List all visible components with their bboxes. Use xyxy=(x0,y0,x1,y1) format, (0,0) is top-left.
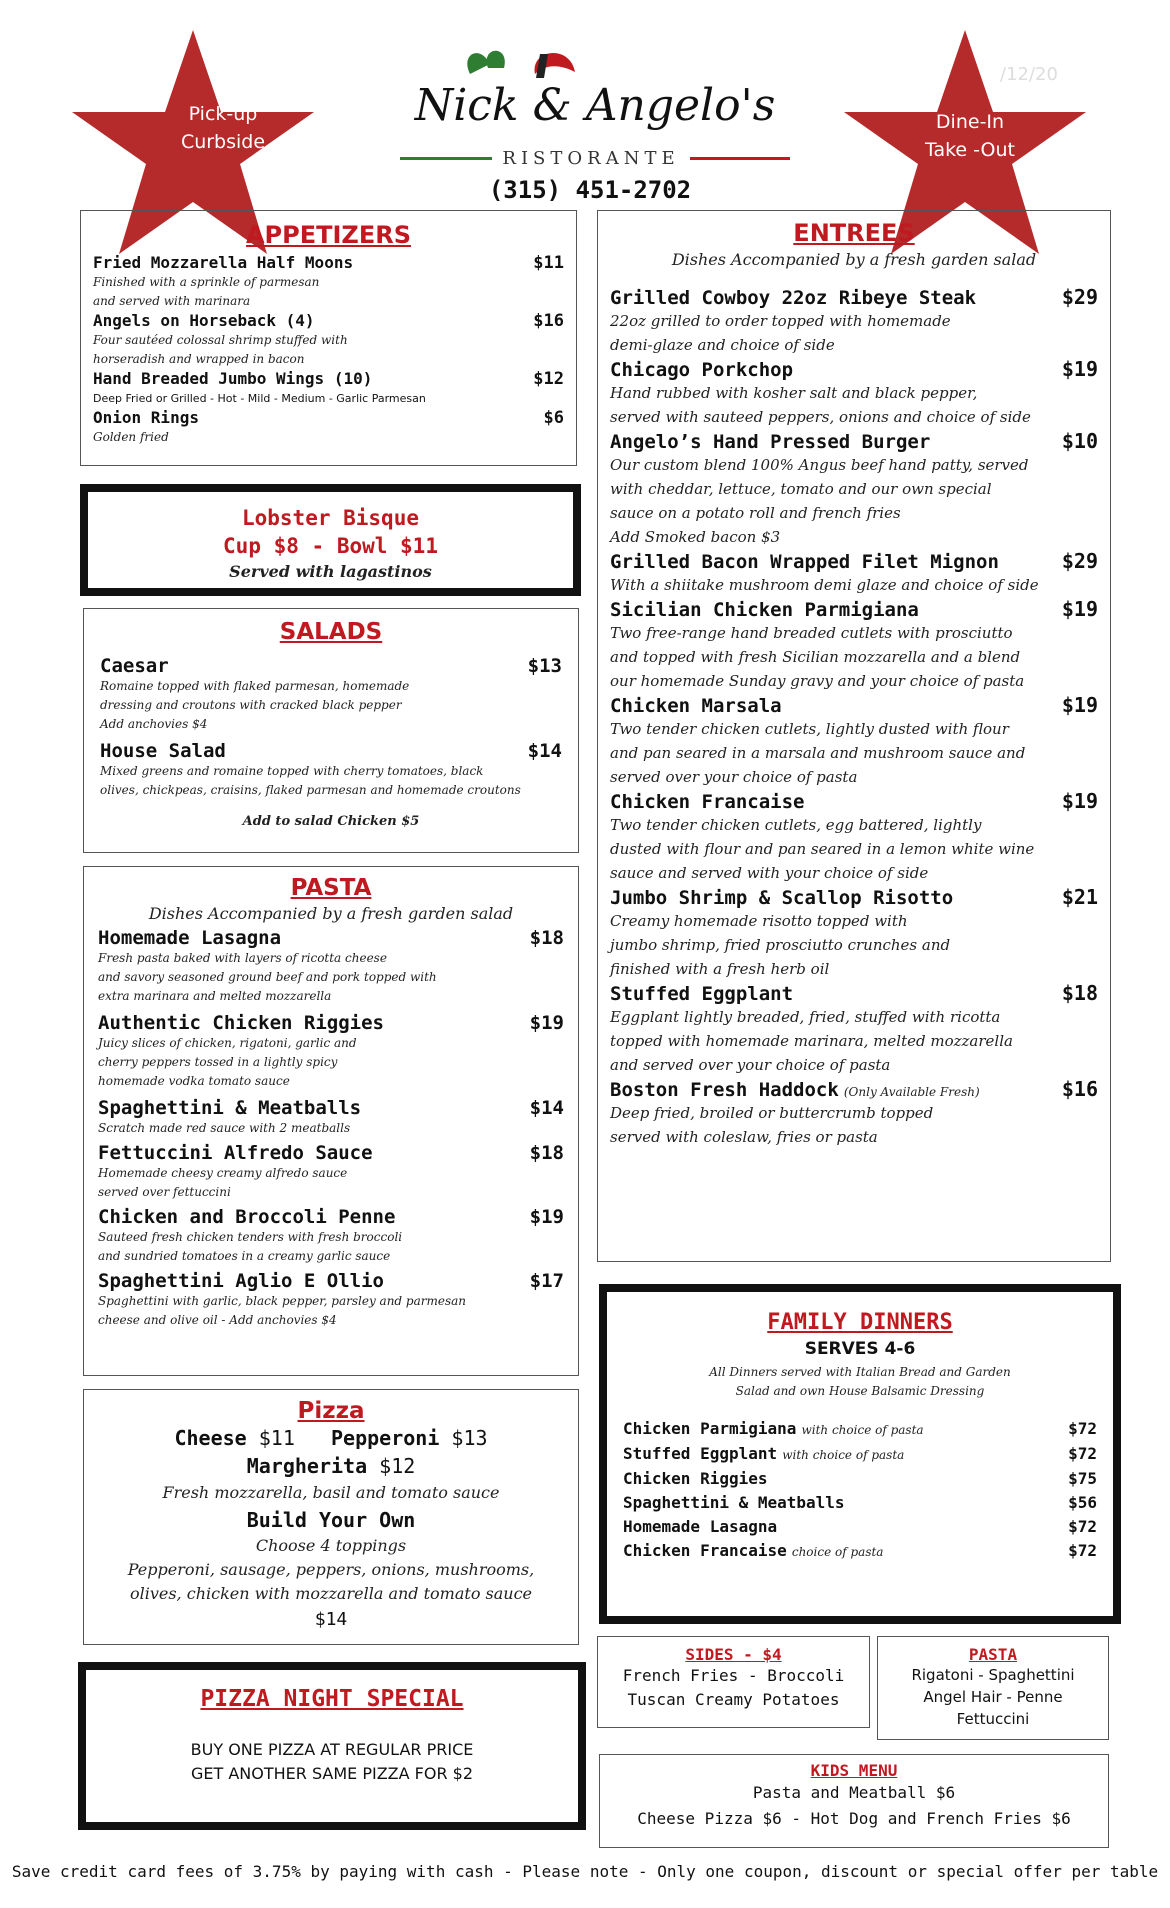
list-item xyxy=(610,597,1098,693)
table-row xyxy=(623,1539,1097,1564)
item-price: $14 xyxy=(527,740,562,762)
item-price: $19 xyxy=(529,1012,564,1034)
entrees-subtitle: Dishes Accompanied by a fresh garden salad xyxy=(671,250,1037,269)
item-name: Spaghettini & Meatballs xyxy=(98,1097,362,1119)
kids-line: Pasta and Meatball $6 xyxy=(752,1783,956,1802)
item-name: Chicken and Broccoli Penne xyxy=(98,1206,396,1228)
item-name: Fried Mozzarella Half Moons xyxy=(93,253,354,272)
margherita-pizza-name: Margherita xyxy=(246,1454,368,1478)
list-item xyxy=(610,693,1098,789)
item-desc: and sundried tomatoes in a creamy garlic sauce xyxy=(98,1249,391,1263)
family-item-price: $72 xyxy=(1068,1444,1097,1463)
family-item-price: $56 xyxy=(1068,1493,1097,1512)
item-name: Authentic Chicken Riggies xyxy=(98,1012,384,1034)
byo-desc: Pepperoni, sausage, peppers, onions, mushrooms, xyxy=(127,1560,535,1579)
family-item-note: choice of pasta xyxy=(791,1545,884,1559)
item-desc: topped with homemade marinara, melted mozzarella xyxy=(610,1032,1013,1050)
pasta-section xyxy=(83,866,579,1376)
bisque-note: Served with lagastinos xyxy=(229,562,432,581)
item-name: Chicago Porkchop xyxy=(610,359,794,381)
list-item xyxy=(610,789,1098,885)
byo-note: Choose 4 toppings xyxy=(255,1536,407,1555)
item-price: $29 xyxy=(1061,549,1098,573)
item-price: $13 xyxy=(527,655,562,677)
item-desc: Two tender chicken cutlets, lightly dusted with flour xyxy=(610,720,1009,738)
list-item xyxy=(93,253,564,311)
salads-section xyxy=(83,608,579,853)
curbside-label: Curbside xyxy=(180,131,266,153)
kids-section xyxy=(599,1754,1109,1848)
item-desc: served with sauteed peppers, onions and choice of side xyxy=(610,408,1031,426)
item-name: Fettuccini Alfredo Sauce xyxy=(98,1142,373,1164)
item-price: $18 xyxy=(1061,981,1098,1005)
item-desc: and topped with fresh Sicilian mozzarella and a blend xyxy=(610,648,1021,666)
item-desc: Add anchovies $4 xyxy=(100,717,208,731)
item-desc: Spaghettini with garlic, black pepper, parsley and parmesan xyxy=(98,1294,467,1308)
item-price: $6 xyxy=(543,408,564,428)
item-name: Caesar xyxy=(100,655,169,677)
item-desc: and served over your choice of pasta xyxy=(610,1056,891,1074)
item-price: $17 xyxy=(529,1270,564,1292)
list-item xyxy=(98,1012,564,1091)
family-item-name: Homemade Lasagna xyxy=(623,1517,778,1536)
list-item xyxy=(98,1097,564,1138)
list-item xyxy=(610,549,1098,597)
item-desc: Two tender chicken cutlets, egg battered, lightly xyxy=(610,816,982,834)
item-name: Grilled Bacon Wrapped Filet Mignon xyxy=(610,551,999,573)
item-desc: homemade vodka tomato sauce xyxy=(98,1074,290,1088)
sides-section xyxy=(597,1636,870,1728)
date-stamp: /12/20 xyxy=(1000,64,1058,85)
list-item xyxy=(100,740,562,800)
item-price: $16 xyxy=(1061,1077,1098,1101)
item-price: $18 xyxy=(529,927,564,949)
margherita-pizza-price: $12 xyxy=(379,1454,416,1478)
item-note: (Only Available Fresh) xyxy=(843,1085,980,1099)
star-right-text xyxy=(885,108,1055,164)
item-name: Spaghettini Aglio E Ollio xyxy=(98,1270,384,1292)
item-price: $12 xyxy=(533,369,564,389)
item-name: Homemade Lasagna xyxy=(98,927,282,949)
item-desc: jumbo shrimp, fried prosciutto crunches and xyxy=(610,936,951,954)
family-item-price: $72 xyxy=(1068,1517,1097,1536)
item-price: $19 xyxy=(1061,357,1098,381)
item-desc: finished with a fresh herb oil xyxy=(610,960,830,978)
item-desc: Two free-range hand breaded cutlets with prosciutto xyxy=(610,624,1013,642)
item-desc: Deep Fried or Grilled - Hot - Mild - Medium - Garlic Parmesan xyxy=(93,392,426,405)
table-row xyxy=(623,1442,1097,1467)
list-item xyxy=(98,1206,564,1266)
item-name: Stuffed Eggplant xyxy=(610,983,794,1005)
item-desc: 22oz grilled to order topped with homemade xyxy=(610,312,951,330)
list-item xyxy=(93,311,564,369)
item-name: Jumbo Shrimp & Scallop Risotto xyxy=(610,887,954,909)
item-desc: horseradish and wrapped in bacon xyxy=(93,352,305,366)
list-item xyxy=(93,369,564,408)
table-row xyxy=(623,1515,1097,1539)
list-item xyxy=(610,285,1098,357)
item-desc: Hand rubbed with kosher salt and black pepper, xyxy=(610,384,978,402)
family-item-note: with choice of pasta xyxy=(801,1423,924,1437)
item-price: $16 xyxy=(533,311,564,331)
item-desc: extra marinara and melted mozzarella xyxy=(98,989,332,1003)
item-desc: Our custom blend 100% Angus beef hand patty, served xyxy=(610,456,1029,474)
item-desc: served over your choice of pasta xyxy=(610,768,858,786)
appetizers-section xyxy=(80,210,577,466)
sides-line: Tuscan Creamy Potatoes xyxy=(627,1690,840,1709)
ristorante-label: RISTORANTE xyxy=(502,148,680,169)
item-desc: dusted with flour and pan seared in a lemon white wine xyxy=(610,840,1035,858)
family-note: Salad and own House Balsamic Dressing xyxy=(735,1384,985,1398)
appetizers-title: APPETIZERS xyxy=(245,221,411,249)
item-desc: and served with marinara xyxy=(93,294,251,308)
list-item xyxy=(610,357,1098,429)
family-section xyxy=(599,1284,1121,1624)
item-price: $21 xyxy=(1061,885,1098,909)
item-name: Chicken Marsala xyxy=(610,695,782,717)
bisque-section xyxy=(80,484,581,596)
pasta-types-title: PASTA xyxy=(968,1645,1018,1664)
item-name: Grilled Cowboy 22oz Ribeye Steak xyxy=(610,287,977,309)
family-item-name: Chicken Francaise xyxy=(623,1541,787,1560)
item-name: Sicilian Chicken Parmigiana xyxy=(610,599,919,621)
cheese-pizza-price: $11 xyxy=(258,1426,295,1450)
item-desc: Sauteed fresh chicken tenders with fresh broccoli xyxy=(98,1230,403,1244)
item-desc: and pan seared in a marsala and mushroom sauce and xyxy=(610,744,1026,762)
margherita-desc: Fresh mozzarella, basil and tomato sauce xyxy=(162,1483,500,1502)
item-desc: olives, chickpeas, craisins, flaked parmesan and homemade croutons xyxy=(100,783,521,797)
phone-number: (315) 451-2702 xyxy=(488,176,692,204)
entrees-section xyxy=(597,210,1111,1262)
list-item xyxy=(610,1077,1098,1149)
item-price: $19 xyxy=(1061,597,1098,621)
family-item-name: Chicken Parmigiana xyxy=(623,1419,797,1438)
pizza-night-section xyxy=(78,1662,586,1830)
item-price: $19 xyxy=(1061,693,1098,717)
item-price: $19 xyxy=(529,1206,564,1228)
star-left-text xyxy=(138,100,308,156)
list-item xyxy=(610,885,1098,981)
item-price: $11 xyxy=(533,253,564,273)
pasta-type-line: Rigatoni - Spaghettini xyxy=(911,1666,1075,1684)
list-item xyxy=(610,429,1098,549)
family-item-name: Spaghettini & Meatballs xyxy=(623,1493,845,1512)
pizza-night-line: GET ANOTHER SAME PIZZA FOR $2 xyxy=(190,1764,474,1783)
byo-pizza-name: Build Your Own xyxy=(246,1508,416,1532)
item-desc: demi-glaze and choice of side xyxy=(610,336,835,354)
sides-line: French Fries - Broccoli xyxy=(622,1666,845,1685)
list-item xyxy=(100,655,562,734)
list-item xyxy=(610,981,1098,1077)
bisque-prices: Cup $8 - Bowl $11 xyxy=(223,534,438,558)
item-desc: Four sautéed colossal shrimp stuffed with xyxy=(93,333,348,347)
byo-desc: olives, chicken with mozzarella and tomato sauce xyxy=(129,1584,533,1603)
pepperoni-pizza-name: Pepperoni xyxy=(331,1426,440,1450)
pizza-row-2 xyxy=(94,1452,568,1480)
pasta-type-line: Fettuccini xyxy=(956,1710,1030,1728)
item-name: Angels on Horseback (4) xyxy=(93,311,315,330)
list-item xyxy=(98,1270,564,1330)
item-price: $29 xyxy=(1061,285,1098,309)
item-desc: served over fettuccini xyxy=(98,1185,231,1199)
item-desc: with cheddar, lettuce, tomato and our own special xyxy=(610,480,992,498)
item-desc: Fresh pasta baked with layers of ricotta cheese xyxy=(98,951,387,965)
item-desc: Deep fried, broiled or buttercrumb topped xyxy=(610,1104,934,1122)
item-desc: Scratch made red sauce with 2 meatballs xyxy=(98,1121,351,1135)
item-price: $10 xyxy=(1061,429,1098,453)
cheese-pizza-name: Cheese xyxy=(174,1426,247,1450)
item-desc: Mixed greens and romaine topped with cherry tomatoes, black xyxy=(100,764,484,778)
family-serves: SERVES 4-6 xyxy=(804,1339,916,1359)
item-name: Onion Rings xyxy=(93,408,199,427)
footer-note: Save credit card fees of 3.75% by paying with cash - Please note - Only one coupon, discount or special offer per table xyxy=(11,1862,1159,1881)
bisque-title: Lobster Bisque xyxy=(241,506,419,530)
pasta-title: PASTA xyxy=(290,875,372,901)
pepperoni-pizza-price: $13 xyxy=(451,1426,488,1450)
family-title: FAMILY DINNERS xyxy=(767,1310,953,1335)
table-row xyxy=(623,1467,1097,1491)
item-desc: sauce and served with your choice of side xyxy=(610,864,929,882)
pizza-title: Pizza xyxy=(297,1398,365,1424)
item-name: Boston Fresh Haddock xyxy=(610,1079,839,1101)
pizza-section xyxy=(83,1389,579,1645)
item-name: House Salad xyxy=(100,740,226,762)
pasta-subtitle: Dishes Accompanied by a fresh garden salad xyxy=(148,904,514,923)
list-item xyxy=(98,927,564,1006)
item-desc: and savory seasoned ground beef and pork topped with xyxy=(98,970,437,984)
table-row xyxy=(623,1417,1097,1442)
dine-in-label: Dine-In xyxy=(935,111,1005,133)
item-name: Chicken Francaise xyxy=(610,791,805,813)
item-price: $19 xyxy=(1061,789,1098,813)
byo-price: $14 xyxy=(314,1609,348,1630)
logo-subtitle-bar xyxy=(400,148,790,168)
family-item-note: with choice of pasta xyxy=(782,1448,905,1462)
family-item-name: Chicken Riggies xyxy=(623,1469,768,1488)
item-desc: Creamy homemade risotto topped with xyxy=(610,912,908,930)
item-desc: Add Smoked bacon $3 xyxy=(610,528,781,546)
pizza-row-1 xyxy=(94,1424,568,1452)
pasta-type-line: Angel Hair - Penne xyxy=(923,1688,1063,1706)
item-price: $14 xyxy=(529,1097,564,1119)
pasta-types-section xyxy=(877,1636,1109,1740)
item-desc: dressing and croutons with cracked black pepper xyxy=(100,698,402,712)
pizza-night-title: PIZZA NIGHT SPECIAL xyxy=(200,1686,464,1712)
item-name: Angelo’s Hand Pressed Burger xyxy=(610,431,931,453)
list-item xyxy=(93,408,564,447)
family-item-price: $72 xyxy=(1068,1419,1097,1438)
item-desc: Finished with a sprinkle of parmesan xyxy=(93,275,320,289)
kids-line: Cheese Pizza $6 - Hot Dog and French Fries $6 xyxy=(637,1809,1071,1828)
item-desc: Homemade cheesy creamy alfredo sauce xyxy=(98,1166,348,1180)
item-desc: Romaine topped with flaked parmesan, homemade xyxy=(100,679,410,693)
item-desc: With a shiitake mushroom demi glaze and choice of side xyxy=(610,576,1039,594)
pickup-label: Pick-up xyxy=(188,103,258,125)
item-desc: cherry peppers tossed in a lightly spicy xyxy=(98,1055,338,1069)
pizza-night-line: BUY ONE PIZZA AT REGULAR PRICE xyxy=(190,1740,474,1759)
take-out-label: Take -Out xyxy=(925,139,1015,161)
item-name: Hand Breaded Jumbo Wings (10) xyxy=(93,369,373,388)
item-desc: served with coleslaw, fries or pasta xyxy=(610,1128,878,1146)
family-item-name: Stuffed Eggplant xyxy=(623,1444,778,1463)
family-item-price: $75 xyxy=(1068,1469,1097,1488)
item-desc: our homemade Sunday gravy and your choice of pasta xyxy=(610,672,1025,690)
item-desc: Golden fried xyxy=(93,430,169,444)
salads-title: SALADS xyxy=(279,619,383,645)
family-item-price: $72 xyxy=(1068,1541,1097,1560)
list-item xyxy=(98,1142,564,1202)
salad-addon: Add to salad Chicken $5 xyxy=(242,814,420,829)
item-price: $18 xyxy=(529,1142,564,1164)
logo-text: Nick & Angelo's xyxy=(414,80,776,131)
sides-title: SIDES - $4 xyxy=(685,1645,782,1664)
item-desc: Juicy slices of chicken, rigatoni, garlic and xyxy=(98,1036,357,1050)
item-desc: cheese and olive oil - Add anchovies $4 xyxy=(98,1313,337,1327)
kids-title: KIDS MENU xyxy=(810,1761,898,1780)
item-desc: sauce on a potato roll and french fries xyxy=(610,504,901,522)
entrees-title: ENTREES xyxy=(793,219,915,247)
family-note: All Dinners served with Italian Bread and Garden xyxy=(709,1365,1011,1379)
table-row xyxy=(623,1491,1097,1515)
item-desc: Eggplant lightly breaded, fried, stuffed with ricotta xyxy=(610,1008,1001,1026)
